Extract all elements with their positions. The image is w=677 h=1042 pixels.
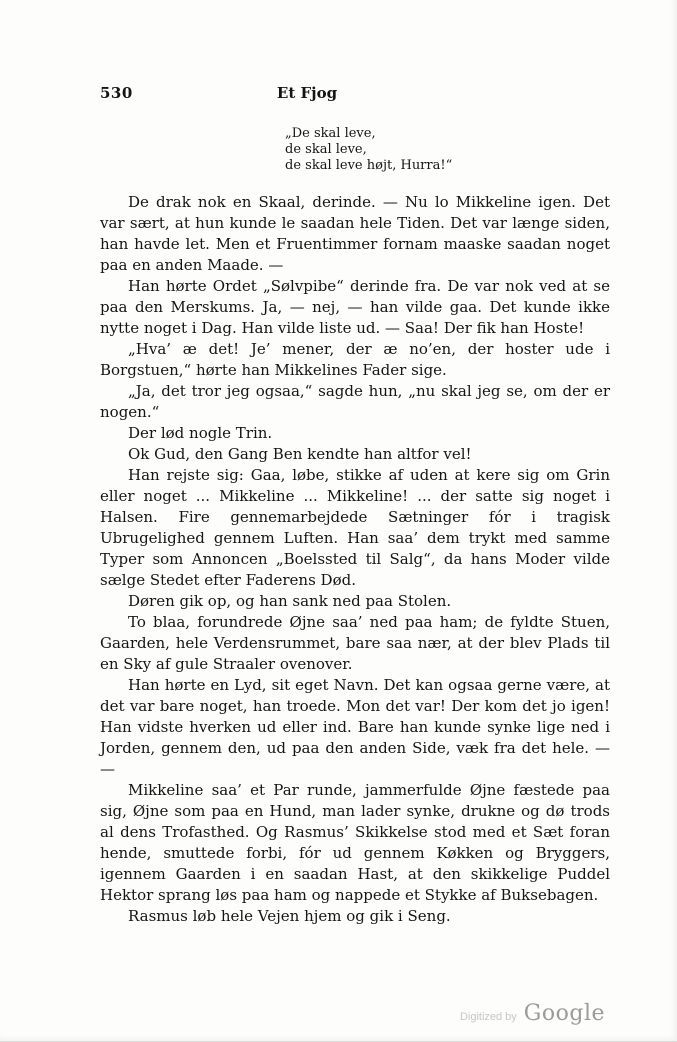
digitized-by-label: Digitized by <box>459 1011 517 1023</box>
page-body <box>100 192 610 927</box>
paragraph: To blaa, forundrede Øjne saa’ ned paa ham; de fyldte Stuen, Gaarden, hele Verdensrummet, bare saa nær, at der blev Plads til en Sky af gule Straaler ovenover. <box>100 613 610 673</box>
verse-line: de skal leve, <box>285 142 367 157</box>
paragraph: Rasmus løb hele Vejen hjem og gik i Seng. <box>128 907 451 925</box>
paragraph: Han hørte Ordet „Sølvpibe“ derinde fra. De var nok ved at se paa den Merskums. Ja, — nej, — han vilde gaa. Det kunde ikke nytte noget i Dag. Han vilde liste ud. — Saa! Der fik han Hoste! <box>100 277 610 337</box>
paragraph: Mikkeline saa’ et Par runde, jammerfulde Øjne fæstede paa sig, Øjne som paa en Hund, man lader synke, drukne og dø trods al dens Trofasthed. Og Rasmus’ Skikkelse stod med et Sæt foran hende, smuttede forbi, fór ud gennem Køkken og Bryggers, igennem Gaarden i en saadan Hast, at den skikkelige Puddel Hektor sprang løs paa ham og nappede et Stykke af Buksebagen. <box>100 781 610 904</box>
digitization-watermark <box>460 1001 605 1026</box>
verse-quote <box>285 126 610 174</box>
verse-line: de skal leve højt, Hurra!“ <box>285 158 453 173</box>
paragraph: „Hva’ æ det! Je’ mener, der æ no’en, der hoster ude i Borgstuen,“ hørte han Mikkelines Fader sige. <box>100 340 610 379</box>
google-logo: Google <box>523 1001 605 1026</box>
page-number: 530 <box>100 84 133 102</box>
verse-line: „De skal leve, <box>285 126 376 141</box>
page-header <box>100 84 610 102</box>
paragraph: Han rejste sig: Gaa, løbe, stikke af uden at kere sig om Grin eller noget ... Mikkeline ... Mikkeline! ... der satte sig noget i Halsen. Fire gennemarbejdede Sætninger fór i tragisk Ubrugelighed gennem Luften. Han saa’ dem trykt med samme Typer som Annoncen „Boelssted til Salg“, da hans Moder vilde sælge Stedet efter Faderens Død. <box>100 466 610 589</box>
paragraph: Døren gik op, og han sank ned paa Stolen. <box>128 592 452 610</box>
paragraph: Ok Gud, den Gang Ben kendte han altfor vel! <box>128 445 472 463</box>
running-title: Et Fjog <box>276 84 338 102</box>
paragraph: Han hørte en Lyd, sit eget Navn. Det kan ogsaa gerne være, at det var bare noget, han troede. Mon det var! Der kom det jo igen! Han vidste hverken ud eller ind. Bare han kunde synke lige ned i Jorden, gennem den, ud paa den anden Side, væk fra det hele. — — <box>100 676 610 778</box>
paragraph: Der lød nogle Trin. <box>128 424 273 442</box>
paragraph: De drak nok en Skaal, derinde. — Nu lo Mikkeline igen. Det var sært, at hun kunde le saadan hele Tiden. Det var længe siden, han havde let. Men et Fruentimmer fornam maaske saadan noget paa en anden Maade. — <box>100 193 610 274</box>
paragraph: „Ja, det tror jeg ogsaa,“ sagde hun, „nu skal jeg se, om der er nogen.“ <box>100 382 610 421</box>
